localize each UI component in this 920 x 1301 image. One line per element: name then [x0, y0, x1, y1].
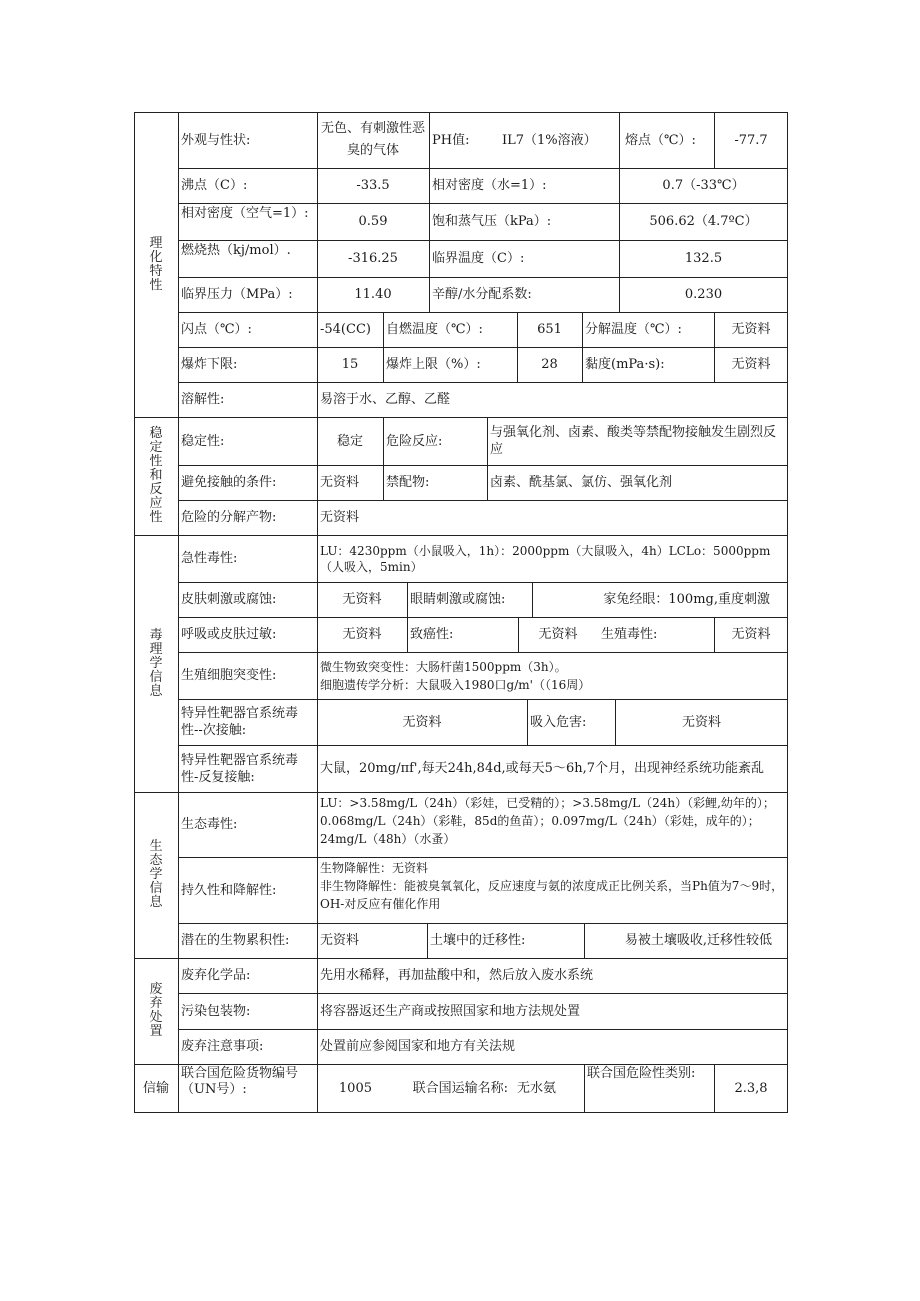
vapor-pressure-value: 506.62（4.7ºC）	[649, 214, 758, 229]
grid-line	[178, 993, 788, 994]
section-title-transport: 信输	[142, 1081, 169, 1096]
stability-value: 稳定	[336, 433, 363, 449]
un-class-value: 2.3,8	[734, 1081, 768, 1096]
sensitization-label: 呼吸或皮肤过敏:	[181, 627, 277, 642]
partition-label: 辛醇/水分配系数:	[432, 287, 532, 302]
disposal-package-value: 将容器返还生产商或按照国家和地方法规处置	[320, 1003, 581, 1019]
mutagenic-label: 生殖细胞突变性:	[181, 668, 277, 683]
un-name-value: 无水氨	[517, 1081, 557, 1096]
grid-line	[582, 312, 583, 382]
grid-line	[407, 582, 408, 652]
grid-line	[134, 1064, 788, 1065]
grid-line	[527, 699, 528, 745]
ph-label: PH值:	[432, 132, 470, 148]
sds-table	[134, 112, 788, 1113]
ph-value: IL7（1%溶液）	[502, 132, 597, 148]
hazard-reaction-value: 与强氧化剂、卤素、酸类等禁配物接触发生剧烈反应	[490, 425, 777, 457]
aspiration-label: 吸入危害:	[530, 714, 587, 730]
grid-line	[517, 312, 518, 382]
incompatible-label: 禁配物:	[386, 475, 430, 490]
mutagenic-line-1: 微生物致突变性：大肠杆菌1500ppm（3h）。	[320, 659, 567, 674]
persistence-line-2: 非生物降解性：能被臭氧氧化，反应速度与氨的浓度成正比例关系，当Ph值为7～9时，OH-对反应有催化作用	[320, 879, 784, 911]
vapor-pressure-label: 饱和蒸气压（kPa）:	[432, 214, 552, 229]
stot-single-label: 特异性靶器官系统毒性--次接触:	[181, 706, 299, 738]
critical-pressure-value: 11.40	[354, 287, 392, 302]
grid-line	[178, 857, 788, 858]
grid-line	[178, 652, 788, 653]
aspiration-value: 无资料	[681, 714, 721, 730]
grid-line	[134, 112, 788, 113]
bioaccum-value: 无资料	[320, 933, 360, 948]
critical-temp-value: 132.5	[684, 251, 723, 266]
eye-value: 家兔经眼：100mg,重度刺激	[603, 592, 770, 607]
grid-line	[619, 112, 620, 312]
sensitization-value: 无资料	[342, 627, 382, 642]
rel-density-water-value: 0.7（-33℃）	[662, 178, 745, 193]
incompatible-value: 卤素、酰基氯、氯仿、强氧化剂	[490, 475, 673, 490]
persistence-label: 持久性和降解性:	[181, 882, 277, 898]
ecotox-value: LU：>3.58mg/L（24h）（彩娃，已受精的）；>3.58mg/L（24h）（彩鲤,幼年的）；0.068mg/L（24h）（彩鞋，85d的鱼苗）；0.097mg/L（24h）（彩娃，成年的）；24mg/L（48h）（水蚤）	[320, 796, 775, 846]
solubility-value: 易溶于水、乙醇、乙醛	[320, 392, 451, 407]
grid-line	[317, 112, 318, 1113]
disposal-chem-value: 先用水稀释，再加盐酸中和，然后放入废水系统	[320, 968, 594, 983]
lel-label: 爆炸下限:	[181, 357, 238, 372]
grid-line	[518, 617, 519, 652]
grid-line	[178, 1029, 788, 1030]
grid-line	[383, 417, 384, 500]
decomp-temp-value: 无资料	[731, 322, 771, 337]
autoignition-label: 自燃温度（℃）:	[386, 322, 483, 337]
solubility-label: 溶解性:	[181, 392, 225, 407]
skin-value: 无资料	[342, 592, 382, 607]
grid-line	[134, 417, 788, 418]
grid-line	[178, 240, 788, 241]
grid-line	[487, 417, 488, 500]
grid-line	[178, 277, 788, 278]
flash-value: -54(CC)	[320, 322, 371, 337]
section-title-ecology: 生态学信息	[149, 839, 163, 910]
stot-single-value: 无资料	[402, 714, 442, 730]
grid-line	[787, 112, 788, 1113]
hazard-reaction-label: 危险反应:	[386, 433, 443, 449]
uel-label: 爆炸上限（%）:	[386, 357, 481, 372]
disposal-notes-label: 废弃注意事项:	[181, 1039, 264, 1054]
disposal-chem-label: 废弃化学品:	[181, 968, 251, 983]
grid-line	[178, 382, 788, 383]
combustion-heat-label: 燃烧热（kj/mol）.	[181, 243, 291, 258]
boiling-value: -33.5	[356, 178, 390, 193]
grid-line	[714, 312, 715, 382]
section-title-disposal: 废弃处置	[149, 982, 163, 1039]
grid-line	[178, 923, 788, 924]
skin-label: 皮肤刺激或腐蚀:	[181, 592, 277, 607]
stot-repeat-label: 特异性靶器官系统毒性-反复接触:	[181, 752, 299, 785]
melting-value: -77.7	[734, 132, 768, 148]
grid-line	[615, 699, 616, 745]
mutagenic-value	[317, 652, 788, 699]
mobility-value: 易被土壤吸收,迁移性较低	[624, 933, 772, 948]
mutagenic-line-2: 细胞遗传学分析：大鼠吸入1980口g/m'（（16周）	[320, 677, 591, 692]
grid-line	[134, 792, 788, 793]
critical-pressure-label: 临界压力（MPa）:	[181, 287, 293, 302]
critical-temp-label: 临界温度（C）:	[432, 251, 525, 266]
un-name-label: 联合国运输名称:	[412, 1081, 508, 1096]
grid-line	[532, 582, 533, 617]
decomp-products-label: 危险的分解产物:	[181, 510, 277, 525]
grid-line	[178, 500, 788, 501]
grid-line	[178, 582, 788, 583]
ecotox-label: 生态毒性:	[181, 817, 238, 832]
persistence-line-1: 生物降解性：无资料	[320, 861, 429, 875]
grid-line	[178, 112, 179, 1113]
carcinogenic-value: 无资料	[538, 627, 578, 642]
decomp-products-value: 无资料	[320, 510, 360, 525]
grid-line	[134, 1112, 788, 1113]
acute-label: 急性毒性:	[181, 551, 238, 566]
grid-line	[178, 312, 788, 313]
grid-line	[427, 923, 428, 958]
rel-density-air-value: 0.59	[358, 214, 388, 229]
carcinogenic-label: 致癌性:	[410, 627, 454, 642]
grid-line	[714, 617, 715, 652]
grid-line	[714, 1064, 715, 1113]
decomp-temp-label: 分解温度（℃）:	[585, 322, 682, 337]
un-number-value: 1005	[338, 1081, 372, 1096]
eye-label: 眼睛刺激或腐蚀:	[410, 592, 506, 607]
partition-value: 0.230	[684, 287, 723, 302]
un-class-label: 联合国危险性类别:	[587, 1066, 696, 1081]
grid-line	[134, 958, 788, 959]
grid-line	[178, 617, 788, 618]
rel-density-water-label: 相对密度（水=1）:	[432, 178, 547, 193]
avoid-value: 无资料	[320, 475, 360, 490]
combustion-heat-value: -316.25	[348, 251, 398, 266]
viscosity-value: 无资料	[731, 357, 771, 372]
viscosity-label: 黏度(mPa·s):	[585, 357, 665, 372]
appearance-value: 无色、有刺激性恶臭的气体	[320, 121, 425, 158]
grid-line	[178, 745, 788, 746]
bioaccum-label: 潜在的生物累积性:	[181, 933, 290, 948]
reproductive-value: 无资料	[731, 627, 771, 642]
disposal-package-label: 污染包装物:	[181, 1003, 251, 1019]
autoignition-value: 651	[537, 322, 562, 337]
grid-line	[383, 312, 384, 382]
un-number-label: 联合国危险货物编号（UN号）:	[181, 1066, 299, 1097]
grid-line	[714, 112, 715, 168]
section-title-physchem: 理化特性	[149, 235, 163, 293]
grid-line	[584, 923, 585, 958]
grid-line	[429, 112, 430, 312]
persistence-value	[317, 857, 788, 923]
appearance-label: 外观与性状:	[181, 132, 251, 148]
rel-density-air-label: 相对密度（空气=1）:	[181, 206, 309, 221]
mobility-label: 土壤中的迁移性:	[430, 933, 526, 948]
grid-line	[134, 535, 788, 536]
flash-label: 闪点（℃）:	[181, 322, 252, 337]
stot-repeat-value: 大鼠，20mg/πf',每天24h,84d,或每天5～6h,7个月，出现神经系统功能紊乱	[320, 761, 764, 776]
melting-label: 熔点（℃）:	[625, 132, 696, 148]
acute-value: LU：4230ppm（小鼠吸入，1h）：2000ppm（大鼠吸入，4h）LCLo：5000ppm（人吸入，5min）	[320, 543, 771, 574]
grid-line	[134, 112, 135, 1113]
avoid-label: 避免接触的条件:	[181, 475, 277, 490]
grid-line	[584, 1064, 585, 1113]
grid-line	[178, 168, 788, 169]
boiling-label: 沸点（C）:	[181, 178, 248, 193]
grid-line	[178, 203, 788, 204]
stability-label: 稳定性:	[181, 433, 225, 449]
disposal-notes-value: 处置前应参阅国家和地方有关法规	[320, 1039, 516, 1054]
section-title-toxicology: 毒理学信息	[149, 627, 163, 699]
section-title-stability: 稳定性和反应性	[149, 426, 163, 525]
lel-value: 15	[341, 357, 359, 372]
uel-value: 28	[541, 357, 558, 372]
reproductive-label: 生殖毒性:	[601, 627, 658, 642]
grid-line	[178, 465, 788, 466]
grid-line	[178, 699, 788, 700]
grid-line	[178, 347, 788, 348]
